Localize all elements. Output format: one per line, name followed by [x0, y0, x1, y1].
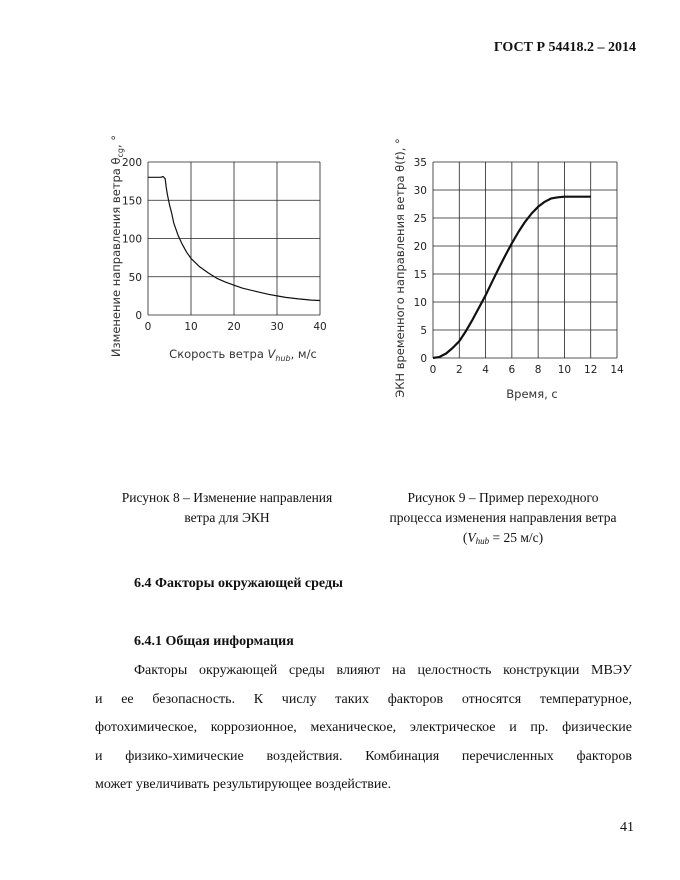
- paragraph-line: может увеличивать результирующее воздействие.: [95, 777, 392, 792]
- body-paragraph: [95, 657, 632, 800]
- c2-y-tick-label: 0: [420, 353, 427, 365]
- c1-x-tick-label: 20: [227, 321, 241, 333]
- paragraph-line: фотохимическое, коррозионное, механическое, электрическое и пр. физические: [95, 720, 632, 735]
- chart2-x-ticks: [430, 364, 624, 376]
- figure-8-caption: Рисунок 8 – Изменение направления ветра для ЭКН: [121, 490, 333, 525]
- c2-x-tick-label: 4: [482, 364, 489, 376]
- c2-y-tick-label: 20: [413, 241, 427, 253]
- paragraph-line: Факторы окружающей среды влияют на целостность конструкции МВЭУ: [134, 663, 632, 678]
- c1-x-tick-label: 10: [184, 321, 198, 333]
- c1-y-tick-label: 50: [128, 271, 142, 284]
- c2-y-tick-label: 5: [420, 325, 427, 337]
- paragraph-line: и ее безопасность. К числу таких факторов относятся температурное,: [95, 691, 632, 707]
- page-number: 41: [620, 820, 634, 835]
- c2-x-tick-label: 8: [534, 364, 542, 376]
- chart2-y-label: ЭКН временного направления ветра θ(t), °: [393, 138, 407, 398]
- c2-x-tick-label: 12: [584, 364, 598, 376]
- c2-y-tick-label: 35: [413, 157, 427, 169]
- c2-y-tick-label: 30: [413, 185, 427, 197]
- c2-x-tick-label: 6: [508, 364, 516, 376]
- c1-y-tick-label: 200: [121, 157, 142, 169]
- c2-y-tick-label: 15: [413, 269, 427, 281]
- c2-x-tick-label: 0: [429, 364, 437, 376]
- c2-x-tick-label: 10: [557, 364, 572, 376]
- c1-y-tick-label: 100: [121, 233, 142, 246]
- figure-9-caption: Рисунок 9 – Пример переходного процесса изменения направления ветра ($V_{hub} = 25$ м/с): [389, 490, 617, 546]
- chart2-x-label: Время, с: [506, 387, 558, 401]
- c1-x-tick-label: 30: [270, 321, 284, 333]
- chart1-x-ticks: [145, 321, 327, 333]
- c2-x-tick-label: 14: [610, 364, 624, 376]
- chart1-y-ticks: [122, 157, 142, 322]
- c1-y-tick-label: 0: [135, 310, 142, 322]
- c2-x-tick-label: 2: [455, 364, 463, 376]
- paragraph-line: и физико-химические воздействия. Комбинация перечисленных факторов: [95, 748, 632, 764]
- c2-y-tick-label: 25: [413, 213, 427, 225]
- figure-9-chart: [393, 138, 624, 401]
- chart1-x-label: Скорость ветра $V_{hub}$, м/с: [169, 347, 317, 363]
- document-header: ГОСТ Р 54418.2 – 2014: [493, 40, 636, 55]
- subsection-heading: 6.4.1 Общая информация: [134, 634, 294, 649]
- chart1-y-label: Изменение направления ветра $\theta_{cg}$, °: [109, 134, 125, 358]
- chart2-grid: [433, 162, 617, 358]
- c2-y-tick-label: 10: [413, 297, 427, 309]
- figure-8-chart: [109, 135, 327, 363]
- section-heading: 6.4 Факторы окружающей среды: [134, 576, 343, 591]
- chart1-grid: [148, 162, 320, 315]
- chart2-y-ticks: [414, 157, 427, 365]
- c1-x-tick-label: 0: [144, 321, 152, 333]
- c1-x-tick-label: 40: [313, 321, 327, 333]
- c1-y-tick-label: 150: [121, 195, 142, 208]
